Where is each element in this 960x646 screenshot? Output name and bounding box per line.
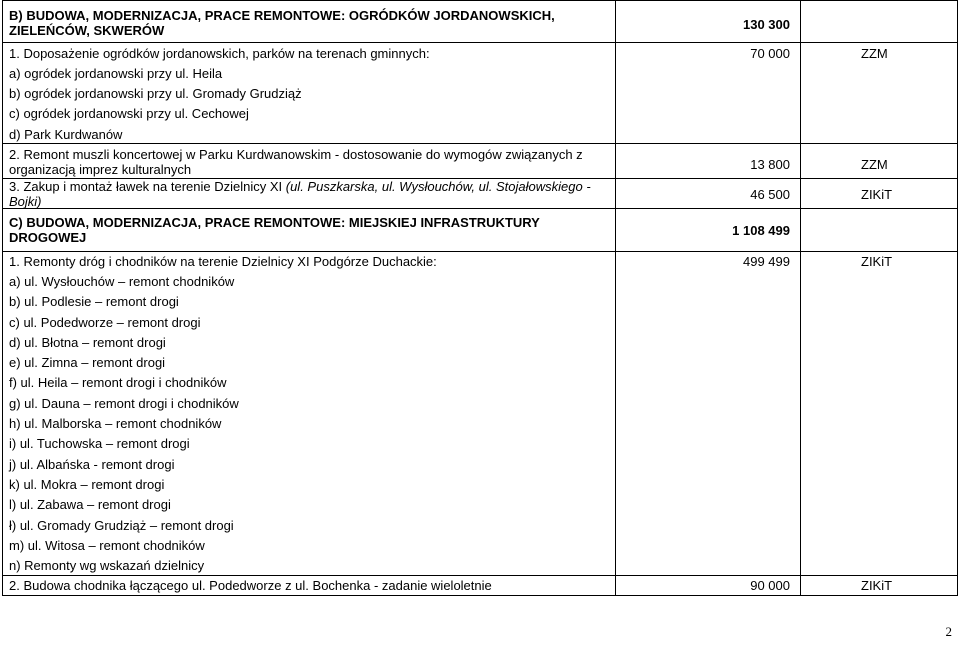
list-item bbox=[2, 454, 958, 474]
item-unit: ZIKiT bbox=[861, 578, 893, 594]
list-item-text: h) ul. Malborska – remont chodników bbox=[9, 416, 222, 432]
item-text-plain: 3. Zakup i montaż ławek na terenie Dzielnicy XI bbox=[9, 179, 286, 194]
table-row bbox=[2, 144, 958, 179]
item-text: 1. Doposażenie ogródków jordanowskich, parków na terenach gminnych: bbox=[9, 46, 430, 61]
table-row bbox=[2, 43, 958, 63]
section-b-header-row bbox=[2, 0, 958, 43]
list-item bbox=[2, 291, 958, 311]
item-text: 1. Remonty dróg i chodników na terenie Dzielnicy XI Podgórze Duchackie: bbox=[9, 254, 437, 269]
list-item bbox=[2, 535, 958, 555]
list-item bbox=[2, 474, 958, 494]
list-item-text: l) ul. Zabawa – remont drogi bbox=[9, 497, 171, 513]
list-item bbox=[2, 555, 958, 575]
section-c-total: 1 108 499 bbox=[732, 223, 790, 238]
item-amount: 46 500 bbox=[750, 187, 790, 202]
list-item bbox=[2, 332, 958, 352]
section-b-total: 130 300 bbox=[743, 17, 790, 32]
table-row bbox=[2, 63, 958, 83]
list-item-text: a) ul. Wysłouchów – remont chodników bbox=[9, 274, 235, 289]
item-amount: 90 000 bbox=[750, 578, 790, 594]
page-number: 2 bbox=[945, 624, 952, 639]
list-item bbox=[2, 271, 958, 291]
table-row bbox=[2, 83, 958, 103]
list-item bbox=[2, 393, 958, 413]
section-b-title: B) BUDOWA, MODERNIZACJA, PRACE REMONTOWE: OGRÓDKÓW JORDANOWSKICH, ZIELEŃCÓW, SKWERÓW bbox=[9, 8, 555, 38]
item-text: 2. Budowa chodnika łączącego ul. Podedworze z ul. Bochenka - zadanie wieloletnie bbox=[9, 578, 492, 594]
list-item-text: k) ul. Mokra – remont drogi bbox=[9, 476, 165, 492]
list-item bbox=[2, 372, 958, 392]
list-item-text: e) ul. Zimna – remont drogi bbox=[9, 355, 166, 371]
item-text: d) Park Kurdwanów bbox=[9, 127, 123, 142]
table-row bbox=[2, 179, 958, 209]
list-item-text: d) ul. Błotna – remont drogi bbox=[9, 334, 166, 350]
list-item bbox=[2, 413, 958, 433]
item-text-italic: (ul. Puszkarska, ul. Wysłouchów, ul. Stojałowskiego - Bojki) bbox=[9, 179, 591, 209]
item-text: a) ogródek jordanowski przy ul. Heila bbox=[9, 66, 223, 81]
list-item-text: f) ul. Heila – remont drogi i chodników bbox=[9, 375, 227, 391]
table-row bbox=[2, 252, 958, 271]
item-unit: ZZM bbox=[861, 46, 888, 61]
item-text: 2. Remont muszli koncertowej w Parku Kurdwanowskim - dostosowanie do wymogów związanych z organizacją imprez kulturalnych bbox=[9, 147, 583, 177]
list-item bbox=[2, 515, 958, 535]
list-item-text: j) ul. Albańska - remont drogi bbox=[9, 456, 175, 472]
list-item bbox=[2, 352, 958, 372]
list-item-text: c) ul. Pod​edworze – remont drogi bbox=[9, 314, 201, 330]
list-item-text: b) ul. Podlesie – remont drogi bbox=[9, 294, 179, 310]
table-row bbox=[2, 575, 958, 596]
item-amount: 13 800 bbox=[750, 157, 790, 172]
item-amount: 499 499 bbox=[743, 254, 790, 269]
item-text: c) ogródek jordanowski przy ul. Cechowej bbox=[9, 106, 249, 121]
list-item bbox=[2, 312, 958, 332]
item-text: b) ogródek jordanowski przy ul. Gromady Grudziąż bbox=[9, 86, 302, 101]
item-text bbox=[9, 179, 615, 209]
list-item-text: i) ul. Tuchowska – remont drogi bbox=[9, 436, 190, 452]
section-c-title: C) BUDOWA, MODERNIZACJA, PRACE REMONTOWE: MIEJSKIEJ INFRASTRUKTURY DROGOWEJ bbox=[9, 215, 540, 245]
list-item bbox=[2, 433, 958, 453]
item-unit: ZIKiT bbox=[861, 187, 893, 202]
list-item-text: ł) ul. Gromady Grudziąż – remont drogi bbox=[9, 517, 234, 533]
table-row bbox=[2, 103, 958, 123]
list-item-text: g) ul. Dauna – remont drogi i chodników bbox=[9, 395, 239, 411]
list-item bbox=[2, 494, 958, 514]
section-c-header-row bbox=[2, 209, 958, 252]
table-row bbox=[2, 123, 958, 144]
item-unit: ZZM bbox=[861, 157, 888, 172]
item-amount: 70 000 bbox=[750, 46, 790, 61]
subitems-list bbox=[2, 271, 958, 575]
list-item-text: m) ul. Witosa – remont chodników bbox=[9, 537, 205, 553]
item-unit: ZIKiT bbox=[861, 254, 893, 269]
list-item-text: n) Remonty wg wskazań dzielnicy bbox=[9, 558, 205, 574]
budget-table bbox=[2, 0, 958, 596]
